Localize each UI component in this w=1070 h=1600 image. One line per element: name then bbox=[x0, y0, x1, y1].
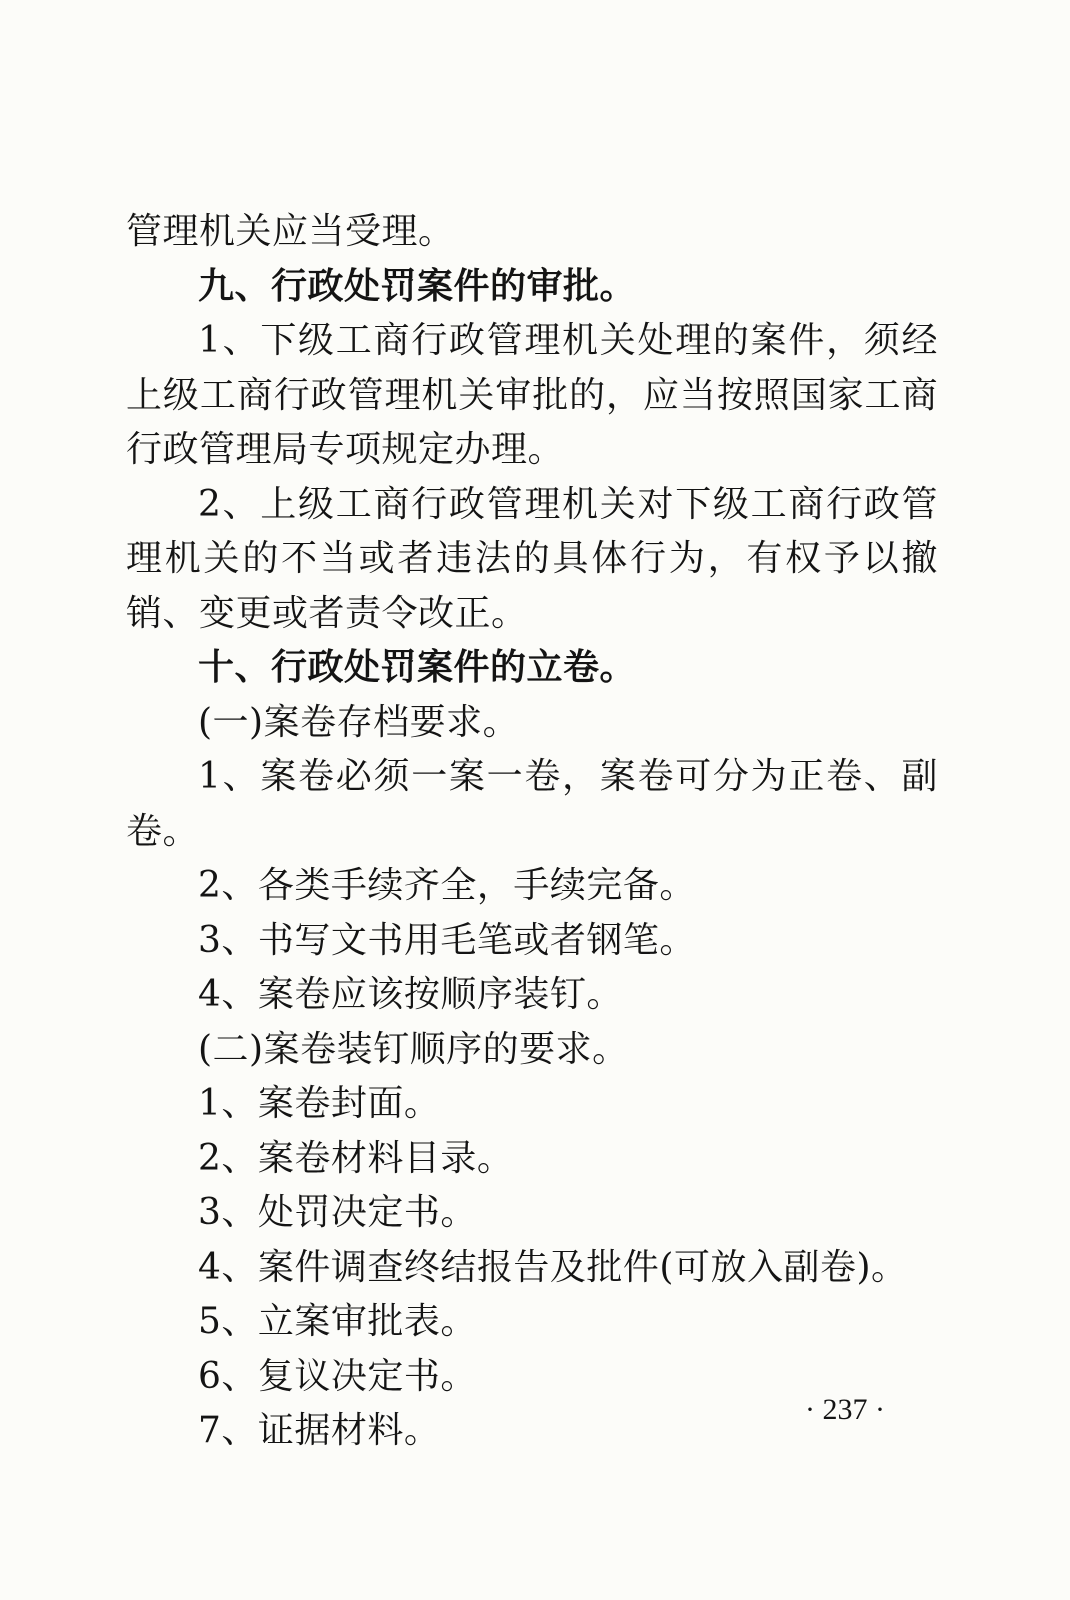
list-item-binding-6: 6、复议决定书。 bbox=[198, 1355, 477, 1397]
list-item-archive-4: 4、案卷应该按顺序装钉。 bbox=[198, 974, 623, 1015]
list-item-binding-2: 2、案卷材料目录。 bbox=[198, 1137, 514, 1179]
list-item-archive-3: 3、书写文书用毛笔或者钢笔。 bbox=[198, 919, 696, 961]
list-item-binding-5: 5、立案审批表。 bbox=[198, 1301, 477, 1342]
paragraph-approval-1: 1、下级工商行政管理机关处理的案件，须经上级工商行政管理机关审批的，应当按照国家工商行政管理局专项规定办理。 bbox=[126, 320, 938, 470]
list-item-archive-2: 2、各类手续齐全，手续完备。 bbox=[198, 865, 696, 906]
list-item-binding-4: 4、案件调查终结报告及批件(可放入副卷)。 bbox=[198, 1246, 908, 1288]
list-item-binding-7: 7、证据材料。 bbox=[198, 1410, 441, 1451]
subsection-heading-archive: (一)案卷存档要求。 bbox=[198, 701, 520, 743]
paragraph-approval-2: 2、上级工商行政管理机关对下级工商行政管理机关的不当或者违法的具体行为，有权予以撤销、变更或者责令改正。 bbox=[126, 483, 938, 634]
section-heading-nine: 九、行政处罚案件的审批。 bbox=[198, 265, 637, 307]
list-item-binding-1: 1、案卷封面。 bbox=[198, 1083, 441, 1124]
list-item-binding-3: 3、处罚决定书。 bbox=[198, 1192, 477, 1233]
body-text bbox=[126, 205, 938, 1459]
list-item-archive-1: 1、案卷必须一案一卷，案卷可分为正卷、副卷。 bbox=[126, 756, 938, 852]
subsection-heading-binding: (二)案卷装钉顺序的要求。 bbox=[198, 1028, 629, 1070]
section-heading-ten: 十、行政处罚案件的立卷。 bbox=[198, 647, 637, 688]
page-number: · 237 · bbox=[805, 1393, 885, 1426]
continuation-paragraph: 管理机关应当受理。 bbox=[126, 211, 455, 252]
